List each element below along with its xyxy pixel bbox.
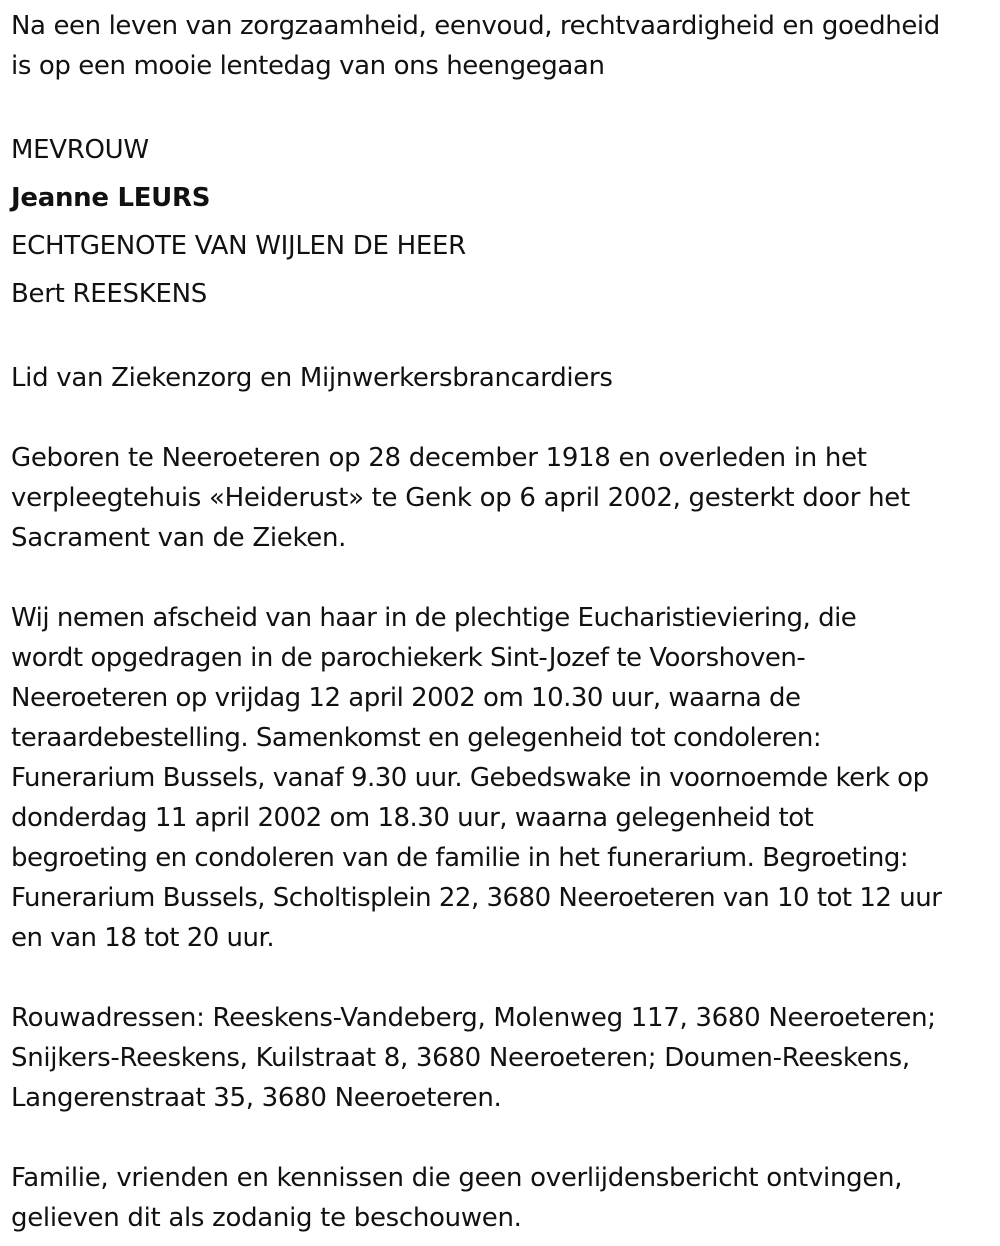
paragraph-gap (11, 318, 991, 358)
ceremony-paragraph (11, 598, 991, 958)
ceremony-line: begroeting en condoleren van de familie in het funerarium. Begroeting: (11, 843, 909, 873)
birth-death-paragraph (11, 438, 991, 558)
spouse-name: Bert REESKENS (11, 279, 207, 309)
paragraph-gap (11, 1118, 991, 1158)
closing-paragraph (11, 1158, 991, 1238)
address-line: Snijkers-Reeskens, Kuilstraat 8, 3680 Neeroeteren; Doumen-Reeskens, (11, 1043, 910, 1073)
intro-line: Na een leven van zorgzaamheid, eenvoud, rechtvaardigheid en goedheid (11, 11, 940, 41)
membership-line: Lid van Ziekenzorg en Mijnwerkersbrancardiers (11, 363, 613, 393)
addresses-paragraph (11, 998, 991, 1118)
birth-death-line: verpleegtehuis «Heiderust» te Genk op 6 april 2002, gesterkt door het (11, 483, 910, 513)
intro-paragraph (11, 6, 991, 86)
ceremony-line: Wij nemen afscheid van haar in de plechtige Eucharistieviering, die (11, 603, 857, 633)
obituary-document (11, 6, 991, 1238)
person-name: Jeanne LEURS (11, 183, 211, 213)
person-title: MEVROUW (11, 135, 149, 165)
person-block (11, 126, 991, 318)
membership-paragraph (11, 358, 991, 398)
paragraph-gap (11, 958, 991, 998)
ceremony-line: Funerarium Bussels, vanaf 9.30 uur. Gebedswake in voornoemde kerk op (11, 763, 929, 793)
ceremony-line: Neeroeteren op vrijdag 12 april 2002 om 10.30 uur, waarna de (11, 683, 801, 713)
ceremony-line: wordt opgedragen in de parochiekerk Sint-Jozef te Voorshoven- (11, 643, 806, 673)
address-line: Langerenstraat 35, 3680 Neeroeteren. (11, 1083, 502, 1113)
paragraph-gap (11, 86, 991, 126)
ceremony-line: Funerarium Bussels, Scholtisplein 22, 3680 Neeroeteren van 10 tot 12 uur (11, 883, 942, 913)
paragraph-gap (11, 398, 991, 438)
closing-line: Familie, vrienden en kennissen die geen overlijdensbericht ontvingen, (11, 1163, 903, 1193)
ceremony-line: donderdag 11 april 2002 om 18.30 uur, waarna gelegenheid tot (11, 803, 814, 833)
person-relation: ECHTGENOTE VAN WIJLEN DE HEER (11, 231, 466, 261)
intro-line: is op een mooie lentedag van ons heengegaan (11, 51, 605, 81)
paragraph-gap (11, 558, 991, 598)
address-line: Rouwadressen: Reeskens-Vandeberg, Molenweg 117, 3680 Neeroeteren; (11, 1003, 936, 1033)
birth-death-line: Sacrament van de Zieken. (11, 523, 347, 553)
ceremony-line: teraardebestelling. Samenkomst en gelegenheid tot condoleren: (11, 723, 822, 753)
closing-line: gelieven dit als zodanig te beschouwen. (11, 1203, 522, 1233)
ceremony-line: en van 18 tot 20 uur. (11, 923, 275, 953)
birth-death-line: Geboren te Neeroeteren op 28 december 1918 en overleden in het (11, 443, 867, 473)
